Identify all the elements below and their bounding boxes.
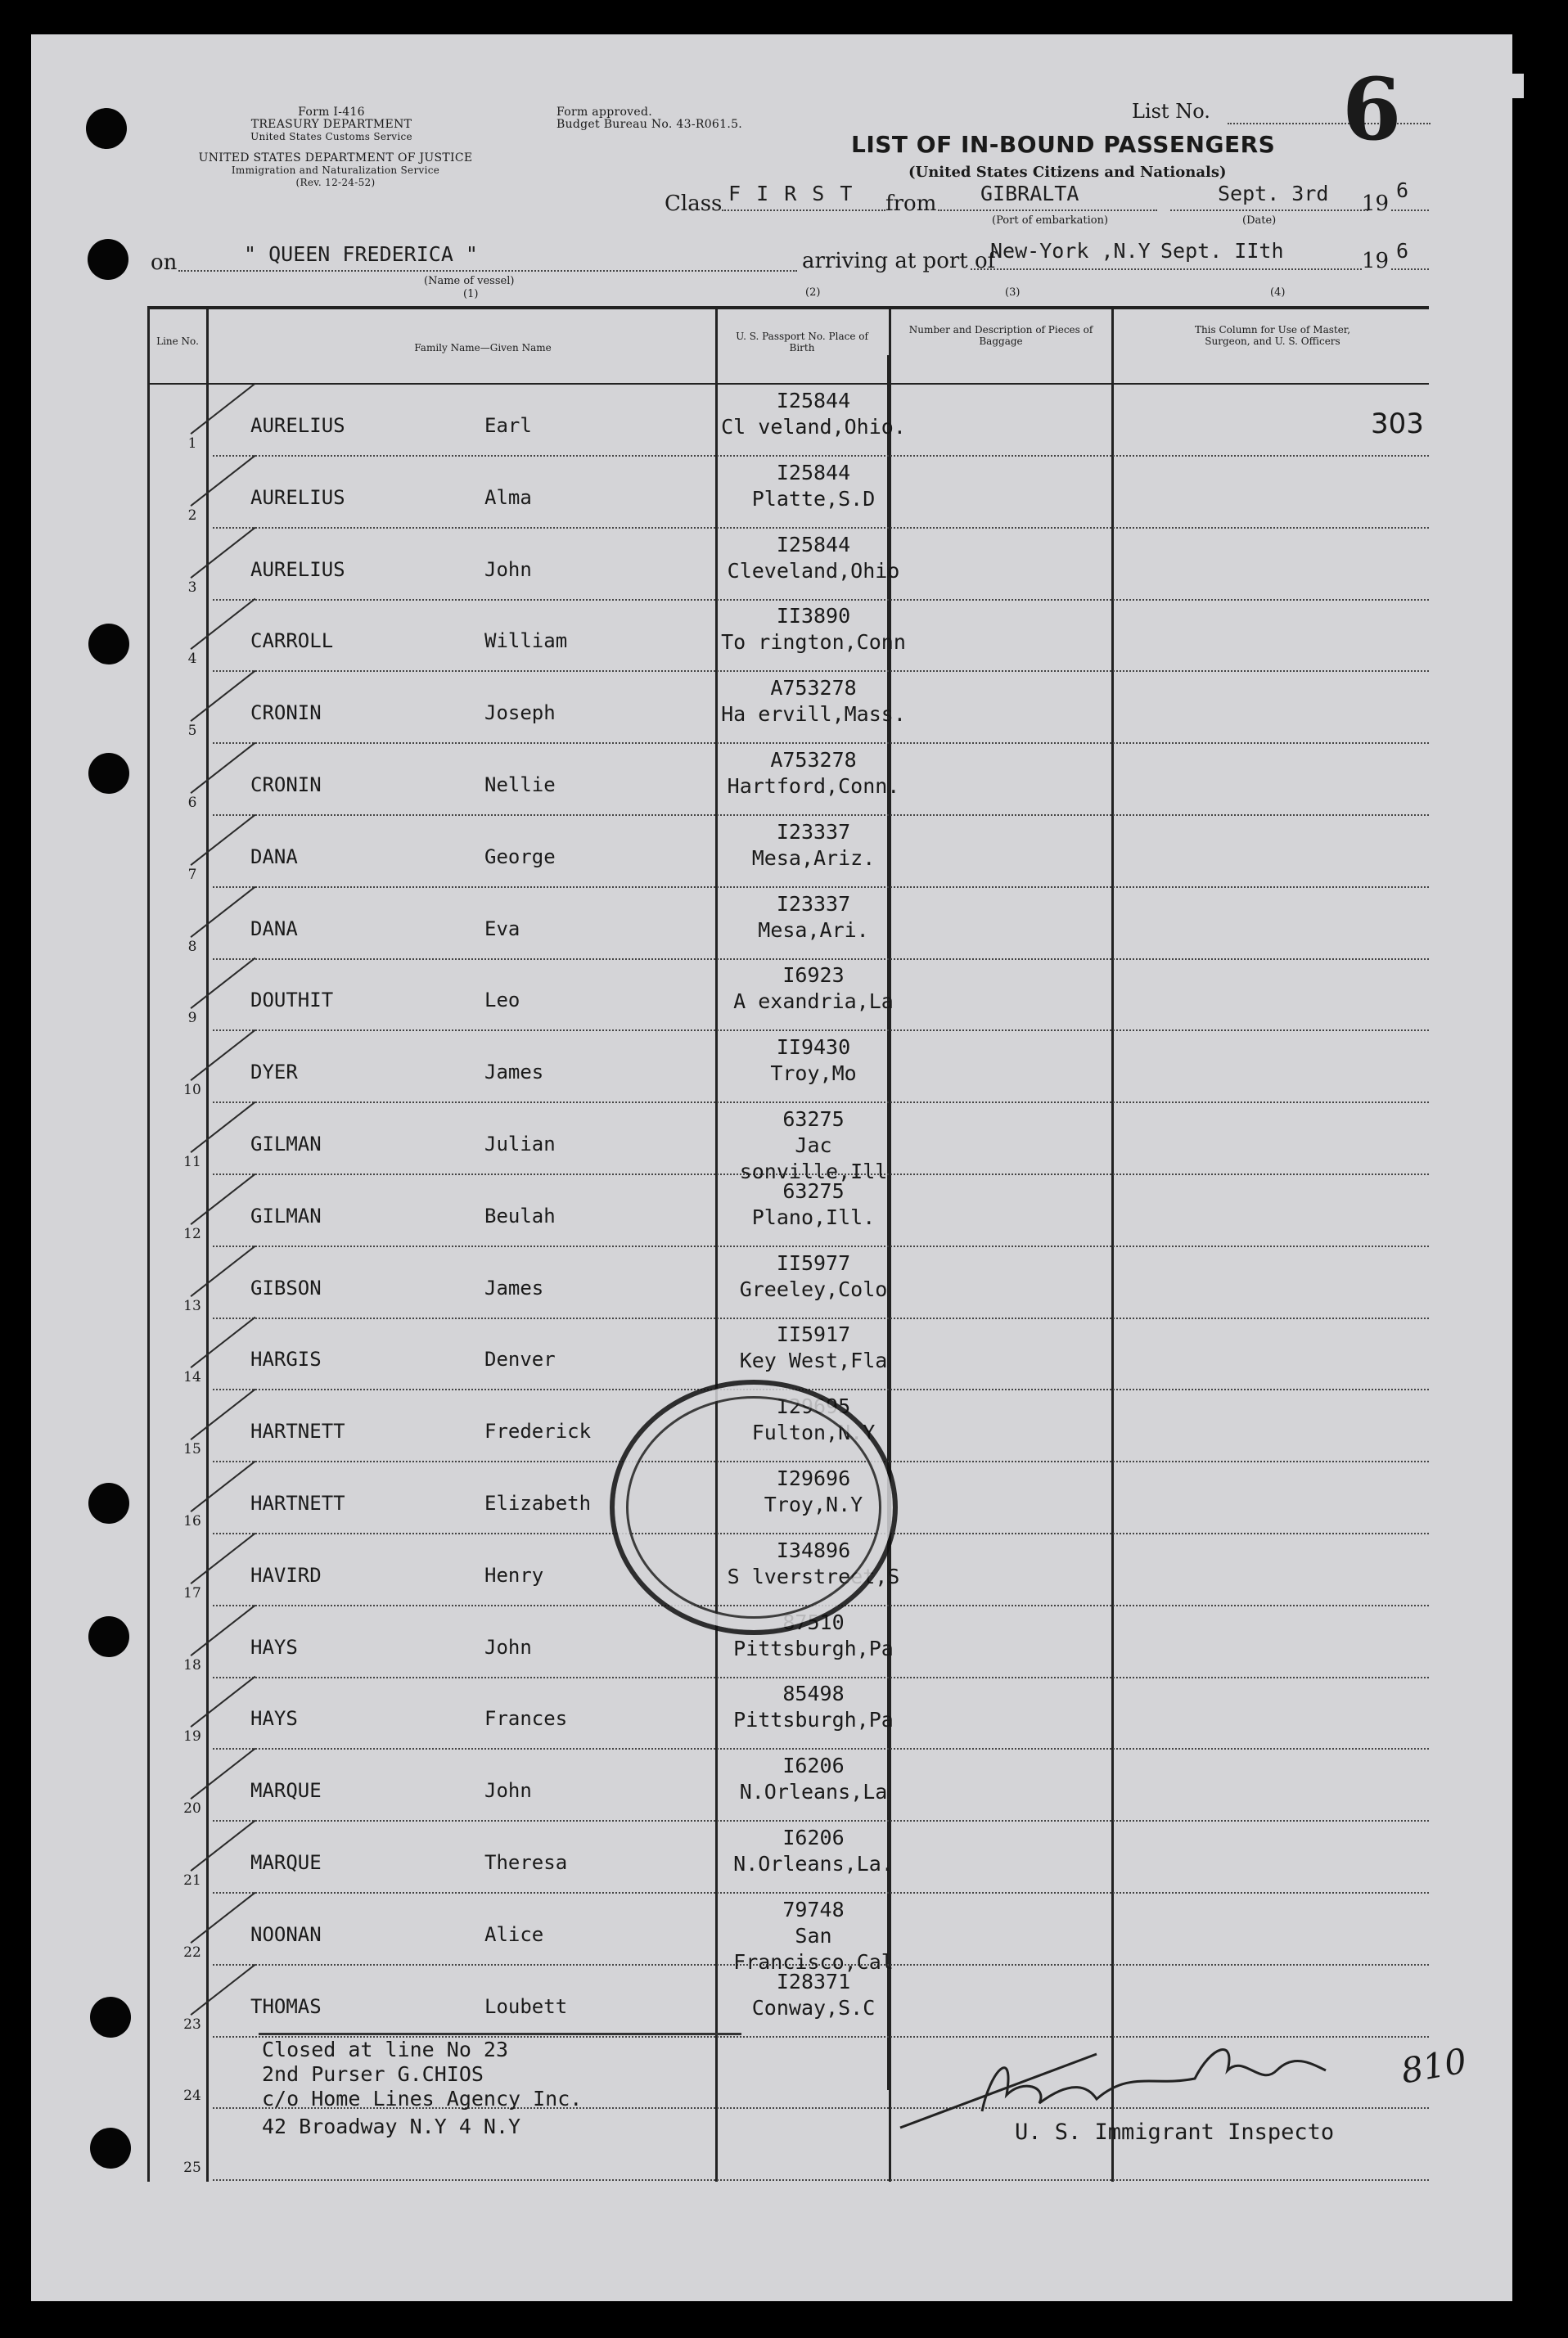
given-name: Joseph	[484, 701, 556, 725]
check-mark	[190, 1101, 255, 1153]
check-mark	[190, 1892, 255, 1944]
table-row	[147, 1318, 1429, 1390]
passenger-table	[147, 306, 1429, 2182]
check-mark	[190, 455, 255, 507]
passport-number: I29695	[776, 1394, 851, 1419]
place-of-birth: Plano,Ill.	[751, 1205, 876, 1229]
revision: (Rev. 12-24-52)	[295, 177, 376, 188]
line-number: 5	[187, 723, 197, 740]
family-name: MARQUE	[250, 1851, 322, 1874]
passport-cell	[715, 1034, 912, 1087]
check-mark	[190, 1245, 255, 1296]
check-mark	[190, 670, 255, 722]
passport-number: II5917	[776, 1322, 851, 1347]
passport-number: 63275	[782, 1178, 845, 1203]
line-number: 16	[183, 1513, 201, 1529]
family-name: HARTNETT	[250, 1420, 345, 1444]
table-row	[147, 1031, 1429, 1103]
given-name: Julian	[484, 1133, 556, 1155]
given-name: John	[484, 1779, 532, 1803]
line-number: 21	[183, 1872, 201, 1889]
check-mark	[190, 1963, 255, 2015]
passport-cell	[715, 1322, 912, 1374]
place-of-birth: Conway,S.C	[751, 1995, 876, 2020]
class-value: F I R S T	[728, 182, 854, 205]
date1-value: Sept. 3rd	[1218, 182, 1329, 205]
given-name: James	[484, 1061, 544, 1084]
passport-cell	[715, 1897, 912, 1975]
place-of-birth: Fulton,N.Y	[751, 1421, 876, 1445]
line-number: 11	[183, 1154, 201, 1170]
family-name: HAVIRD	[250, 1563, 322, 1587]
form-number: Form I-416	[298, 106, 365, 119]
given-name: Beulah	[484, 1204, 556, 1228]
family-name: AURELIUS	[250, 414, 345, 437]
line-number: 7	[187, 866, 197, 883]
row-rule	[213, 2179, 1429, 2181]
check-mark	[190, 1820, 255, 1872]
from-value: GIBRALTA	[980, 182, 1079, 205]
caption-2: (2)	[805, 286, 821, 299]
punch-hole	[88, 1616, 129, 1657]
check-mark	[190, 1317, 255, 1368]
check-mark	[190, 1748, 255, 1800]
family-name: HARGIS	[250, 1348, 322, 1372]
place-of-birth: Cleveland,Ohio	[727, 558, 900, 583]
line-number: 17	[183, 1584, 201, 1601]
check-mark	[190, 526, 255, 578]
passport-cell	[715, 1250, 912, 1303]
table-row	[147, 600, 1429, 672]
punch-hole	[88, 239, 128, 280]
family-name: DOUTHIT	[250, 989, 334, 1012]
year1-value: 6	[1396, 178, 1409, 202]
passport-number: I6206	[782, 1826, 845, 1849]
check-mark	[190, 742, 255, 794]
arrival-stamp	[610, 1380, 898, 1635]
given-name: John	[484, 1635, 532, 1659]
line-number: 13	[183, 1297, 201, 1314]
family-name: DANA	[250, 845, 298, 868]
page-title: LIST OF IN-BOUND PASSENGERS	[851, 131, 1276, 158]
closing-line-1: Closed at line No 23	[262, 2038, 509, 2061]
passport-number: 87510	[782, 1610, 845, 1634]
passport-cell	[715, 747, 912, 800]
given-name: Nellie	[484, 773, 556, 796]
family-name: AURELIUS	[250, 557, 345, 581]
caption-1: (1)	[463, 288, 479, 300]
passport-number: II5977	[776, 1250, 851, 1275]
passport-number: A753278	[770, 676, 857, 700]
given-name: James	[484, 1276, 544, 1300]
check-mark	[190, 598, 255, 650]
table-row	[147, 1750, 1429, 1822]
given-name: Alice	[484, 1922, 544, 1946]
form-header-justice	[147, 152, 524, 189]
place-of-birth: Cl veland,Ohio.	[721, 415, 906, 439]
year2-value: 6	[1396, 239, 1409, 263]
passport-number: I34896	[776, 1538, 851, 1562]
vessel-name: " QUEEN FREDERICA "	[244, 242, 478, 266]
punch-hole	[88, 753, 129, 794]
given-name: Alma	[484, 485, 532, 509]
col-header-name: Family Name—Given Name	[414, 342, 552, 354]
col-header-passport: U. S. Passport No. Place of Birth	[736, 331, 868, 354]
family-name: CRONIN	[250, 701, 322, 725]
given-name: Frances	[484, 1707, 568, 1731]
line-number: 1	[187, 435, 197, 452]
table-row	[147, 816, 1429, 888]
passport-number: A753278	[770, 748, 857, 772]
passport-number: I25844	[776, 460, 851, 484]
passport-number: II9430	[776, 1035, 851, 1060]
passport-cell	[715, 1753, 912, 1805]
table-row	[147, 529, 1429, 601]
passport-cell	[715, 891, 912, 944]
caption-3: (3)	[1005, 286, 1021, 299]
passport-number: 63275	[782, 1107, 845, 1131]
passport-cell	[715, 1969, 912, 2021]
punch-hole	[88, 1483, 129, 1524]
from-line	[938, 209, 1157, 211]
passport-number: II3890	[776, 604, 851, 628]
line-number: 14	[183, 1369, 201, 1386]
place-of-birth: San Francisco,Cal	[733, 1923, 894, 1974]
place-of-birth: Hartford,Conn.	[727, 774, 900, 798]
treasury-dept: TREASURY DEPARTMENT	[250, 118, 412, 131]
budget-bureau: Budget Bureau No. 43-R061.5.	[556, 118, 743, 131]
place-of-birth: Jac sonville,Ill	[739, 1133, 888, 1183]
passport-cell	[715, 1825, 912, 1877]
passport-number: I28371	[776, 1969, 851, 1993]
date-caption: (Date)	[1242, 214, 1277, 227]
family-name: HAYS	[250, 1707, 298, 1731]
line-number: 2	[187, 507, 197, 524]
family-name: CRONIN	[250, 773, 322, 796]
place-of-birth: Troy,N.Y	[764, 1493, 863, 1516]
customs-service: United States Customs Service	[250, 131, 412, 142]
arriving-label: arriving at port of	[802, 249, 996, 273]
family-name: GILMAN	[250, 1204, 322, 1228]
year1-line	[1391, 209, 1429, 211]
table-row	[147, 1678, 1429, 1750]
given-name: Henry	[484, 1563, 544, 1587]
arrival-line	[971, 268, 1362, 270]
passport-cell	[715, 962, 912, 1015]
class-label: Class	[665, 191, 723, 216]
passport-number: 79748	[782, 1897, 845, 1921]
justice-dept: UNITED STATES DEPARTMENT OF JUSTICE	[198, 151, 473, 164]
line-number: 6	[187, 795, 197, 811]
line-number: 19	[183, 1728, 201, 1746]
given-name: Eva	[484, 917, 520, 940]
check-mark	[190, 1604, 255, 1656]
line-number: 24	[183, 2088, 201, 2105]
line-number: 9	[187, 1010, 197, 1027]
passport-cell	[715, 388, 912, 440]
line-number: 25	[183, 2160, 201, 2177]
place-of-birth: Troy,Mo	[770, 1061, 857, 1086]
line-number: 8	[187, 938, 197, 955]
year2-prefix: 19	[1362, 249, 1390, 273]
page-edge-mark	[1507, 74, 1524, 98]
check-mark	[190, 957, 255, 1009]
given-name: Loubett	[484, 1994, 568, 2018]
passport-number: I29696	[776, 1466, 851, 1490]
punch-hole	[90, 1997, 131, 2038]
check-mark	[190, 1461, 255, 1512]
given-name: Theresa	[484, 1851, 568, 1874]
place-of-birth: Platte,S.D	[751, 486, 876, 511]
family-name: DYER	[250, 1061, 298, 1084]
year1-prefix: 19	[1362, 191, 1390, 216]
line-number: 20	[183, 1800, 201, 1818]
vessel-caption: (Name of vessel)	[424, 275, 515, 287]
list-no-label: List No.	[1132, 100, 1210, 123]
place-of-birth: N.Orleans,La	[739, 1780, 888, 1804]
passport-number: I25844	[776, 532, 851, 556]
place-of-birth: Greeley,Colo	[739, 1277, 888, 1301]
family-name: MARQUE	[250, 1779, 322, 1803]
given-name: Frederick	[484, 1420, 592, 1444]
place-of-birth: Pittsburgh,Pa	[733, 1708, 894, 1732]
check-mark	[190, 814, 255, 866]
place-of-birth: Ha ervill,Mass.	[721, 702, 906, 727]
table-row	[147, 385, 1429, 457]
punch-hole	[90, 2128, 131, 2169]
given-name: George	[484, 845, 556, 868]
from-label: from	[885, 191, 937, 216]
form-header-treasury	[196, 106, 466, 143]
family-name: AURELIUS	[250, 485, 345, 509]
place-of-birth: Pittsburgh,Pa	[733, 1636, 894, 1660]
line-number: 10	[183, 1082, 201, 1099]
closing-line-3: c/o Home Lines Agency Inc.	[262, 2087, 583, 2111]
family-name: GILMAN	[250, 1133, 322, 1155]
place-of-birth: S lverstreet,S	[727, 1564, 900, 1588]
place-of-birth: A exandria,La	[733, 989, 894, 1014]
passport-number: I23337	[776, 891, 851, 916]
passport-number: I23337	[776, 819, 851, 844]
annotation-303: 303	[1371, 408, 1424, 440]
line-number: 15	[183, 1441, 201, 1458]
inspector-title: U. S. Immigrant Inspecto	[1015, 2120, 1335, 2145]
vessel-line	[178, 270, 797, 272]
passport-number: 85498	[782, 1682, 845, 1706]
family-name: HARTNETT	[250, 1492, 345, 1515]
passport-number: I6206	[782, 1754, 845, 1778]
table-row	[147, 959, 1429, 1031]
check-mark	[190, 383, 255, 435]
given-name: Denver	[484, 1348, 556, 1372]
arrival-port: New-York ,N.Y	[990, 239, 1151, 263]
approval-block	[556, 106, 769, 131]
date1-line	[1170, 209, 1368, 211]
punch-hole	[88, 624, 129, 664]
place-of-birth: Mesa,Ari.	[758, 917, 869, 942]
family-name: CARROLL	[250, 629, 334, 653]
table-row	[147, 888, 1429, 960]
passport-cell	[715, 532, 912, 584]
year2-line	[1391, 268, 1429, 270]
caption-4: (4)	[1270, 286, 1286, 299]
given-name: Earl	[484, 414, 532, 437]
table-row	[147, 672, 1429, 744]
table-row	[147, 1894, 1429, 1974]
passport-cell	[715, 1681, 912, 1733]
table-row	[147, 1103, 1429, 1183]
col-header-baggage: Number and Description of Pieces of Baggage	[908, 324, 1093, 347]
family-name: HAYS	[250, 1635, 298, 1659]
check-mark	[190, 1029, 255, 1081]
check-mark	[190, 885, 255, 937]
date2-value: Sept. IIth	[1160, 239, 1284, 263]
passport-cell	[715, 1178, 912, 1231]
col-header-line-no: Line No.	[156, 336, 199, 347]
place-of-birth: N.Orleans,La.	[733, 1852, 894, 1876]
table-row	[147, 744, 1429, 816]
class-line	[722, 209, 885, 211]
place-of-birth: To rington,Conn	[721, 630, 906, 655]
table-row	[147, 1822, 1429, 1894]
inspector-signature	[884, 2021, 1383, 2136]
place-of-birth: Mesa,Ariz.	[751, 845, 876, 870]
passport-number: I25844	[776, 389, 851, 412]
check-mark	[190, 1389, 255, 1440]
col-header-officers: This Column for Use of Master, Surgeon, and U. S. Officers	[1194, 324, 1351, 347]
closing-rule	[259, 2033, 741, 2035]
check-mark	[190, 1174, 255, 1225]
table-row	[147, 1175, 1429, 1247]
passport-cell	[715, 675, 912, 728]
place-of-birth: Key West,Fla	[739, 1349, 888, 1373]
closing-line-4: 42 Broadway N.Y 4 N.Y	[262, 2115, 521, 2138]
given-name: William	[484, 629, 568, 653]
form-approved: Form approved.	[556, 106, 652, 119]
line-number: 4	[187, 651, 197, 668]
passport-cell	[715, 603, 912, 655]
given-name: John	[484, 557, 532, 581]
family-name: DANA	[250, 917, 298, 940]
punch-hole	[86, 108, 127, 149]
passport-cell	[715, 819, 912, 872]
line-number: 23	[183, 2016, 201, 2033]
ins-service: Immigration and Naturalization Service	[231, 164, 440, 176]
check-mark	[190, 1533, 255, 1584]
given-name: Elizabeth	[484, 1492, 592, 1515]
line-number: 3	[187, 579, 197, 596]
on-label: on	[151, 250, 178, 275]
line-number: 12	[183, 1225, 201, 1242]
table-row	[147, 457, 1429, 529]
given-name: Leo	[484, 989, 520, 1012]
passport-cell	[715, 460, 912, 512]
closing-line-2: 2nd Purser G.CHIOS	[262, 2062, 484, 2086]
line-number: 18	[183, 1656, 201, 1674]
check-mark	[190, 1676, 255, 1728]
margin-note: 810	[1398, 2040, 1470, 2092]
port-embark-caption: (Port of embarkation)	[992, 214, 1109, 227]
family-name: THOMAS	[250, 1994, 322, 2018]
table-row	[147, 1247, 1429, 1319]
list-no-value: 6	[1342, 59, 1402, 160]
passport-cell	[715, 1106, 912, 1185]
line-number: 22	[183, 1944, 201, 1961]
passport-number: I6923	[782, 963, 845, 988]
page-subtitle: (United States Citizens and Nationals)	[908, 164, 1227, 181]
family-name: NOONAN	[250, 1922, 322, 1946]
table-top-rule	[147, 306, 1429, 309]
family-name: GIBSON	[250, 1276, 322, 1300]
